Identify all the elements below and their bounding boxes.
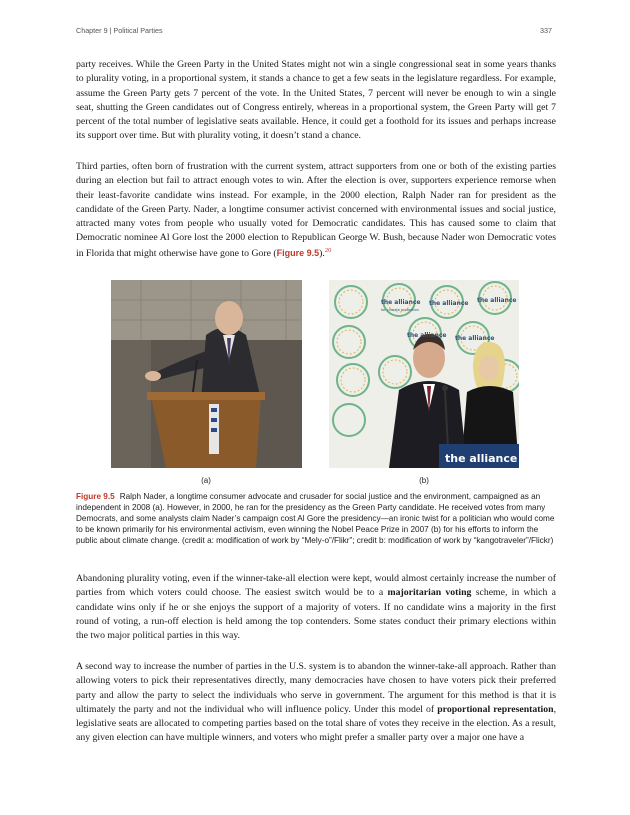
paragraph-3-text-b: scheme, in which a candidate wins only if he or she enjoys the support of a majority of voters. If no candidate wins a majority in the first round of voting, a run-off election is held among the top contenders. Some states conduct their primary elections within the two major political parties in this way. [76, 587, 557, 642]
paragraph-1 [76, 58, 556, 144]
backdrop-logo-1-sub: for climate protection [381, 308, 419, 312]
paragraph-4-text-b: , legislative seats are allocated to competing parties based on the total share of votes they receive in the election. As a result, any given election can have multiple winners, and voters who might prefer a smaller party over a major one have a [76, 703, 556, 744]
figure-9-5b-photo [329, 280, 519, 468]
backdrop-logo-2: the alliance [429, 300, 469, 307]
figure-9-5-link[interactable]: Figure 9.5 [276, 247, 320, 258]
figure-caption-text: Ralph Nader, a longtime consumer advocate and crusader for social justice and the environment, campaigned as an independent in 2008 (a). However, in 2000, he ran for the presidency as the Green Party candidate. He received votes from many Democrats, and some analysts claim Nader’s campaign cost Al Gore the presidency—an ironic twist for a politician who would come to be known primarily for his environmental activism, even winning the Nobel Peace Prize in 2007 (b) for his efforts to inform the public about climate change. (credit a: modification of work by “Mely-o”/Flikr”; credit b: modification of work by “kangotraveler”/Flickr) [76, 492, 555, 546]
paragraph-1-text: party receives. While the Green Party in the United States might not win a single congressional seat in some years thanks to plurality voting, in a proportional system, it stands a chance to get a few seats in the legislature regardless. For example, assume the Green Party gets 7 percent of the vote. In the United States, 7 percent will never be enough to win a single seat, shutting the Green candidates out of Congress entirely, whereas in a proportional system, the Green Party will get 7 percent of the total number of legislative seats available. Hence, it could get a foothold for its issues and perhaps increase its support over time. But with plurality voting, it doesn’t stand a chance. [76, 59, 556, 142]
paragraph-4 [76, 660, 556, 746]
figure-caption [76, 491, 556, 546]
paragraph-3 [76, 572, 556, 643]
paragraph-2-end: ). [319, 247, 325, 259]
backdrop-logo-5: the alliance [407, 332, 447, 339]
page-number: 337 [540, 26, 552, 35]
paragraph-3-text-a: Abandoning plurality voting, even if the winner-take-all election were kept, would almost certainly increase the number of parties from which voters could choose. The easiest switch would be to a [76, 573, 556, 599]
paragraph-2 [76, 160, 556, 261]
chapter-title: Chapter 9 | Political Parties [76, 26, 163, 35]
figure-label-a: (a) [201, 476, 211, 485]
term-proportional-representation: proportional representation [437, 703, 554, 715]
paragraph-2-text: Third parties, often born of frustration with the current system, attract supporters from one or both of the existing parties during an election but fail to attract enough votes to win. After the election is over, supporters experience remorse when their least-favorite candidate wins instead. For example, in the 2000 election, Ralph Nader ran for president as the candidate of the Green Party. Nader, a longtime consumer activist concerned with environmental issues and social justice, attracted many votes from people who usually voted for Democratic candidates. This has caused some to claim that Democratic nominee Al Gore lost the 2000 election to Republican George W. Bush, because Nader won Democratic votes in Florida that might otherwise have gone to Gore ( [76, 161, 556, 259]
footnote-20-ref[interactable]: 20 [324, 246, 332, 254]
gore-backdrop-illustration [329, 280, 519, 468]
running-header [76, 26, 552, 35]
nader-podium-illustration [111, 280, 302, 468]
term-majoritarian-voting: majoritarian voting [387, 587, 472, 599]
backdrop-logo-3: the alliance [477, 297, 517, 304]
backdrop-logo-1: the alliance [381, 299, 421, 306]
backdrop-logo-banner: the alliance [445, 452, 518, 465]
figure-number: Figure 9.5 [76, 492, 115, 501]
paragraph-4-text-a: A second way to increase the number of parties in the U.S. system is to abandon the winner-take-all approach. Rather than allowing voters to pick their representatives directly, many democracies have chosen to have voters pick their preferred party and allow the party to select the individuals who serve in government. The argument for this method is that it is ultimately the party and not the individual who will influence policy. Under this model of [76, 661, 556, 715]
figure-label-b: (b) [419, 476, 429, 485]
backdrop-logo-4: the alliance [455, 335, 495, 342]
figure-9-5a-photo [111, 280, 302, 468]
